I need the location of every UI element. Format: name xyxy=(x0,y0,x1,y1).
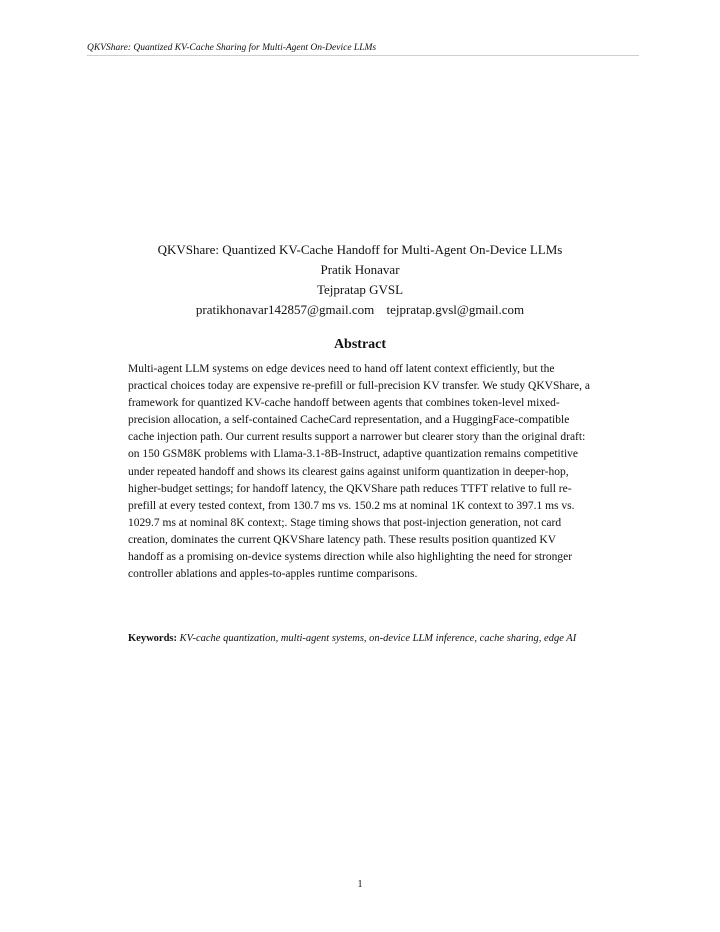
title-block xyxy=(0,240,720,320)
abstract-body: Multi-agent LLM systems on edge devices need to hand off latent context efficiently, but the practical choices today are expensive re-prefill or full-precision KV transfer. We study QKVShare, a framework for quantized KV-cache handoff between agents that combines token-level mixed-precision allocation, a self-contained CacheCard representation, and a HuggingFace-compatible cache injection path. Our current results support a narrower but clearer story than the original draft: on 150 GSM8K problems with Llama-3.1-8B-Instruct, adaptive quantization remains competitive under repeated handoff and shows its clearest gains against uniform quantization in deeper-hop, higher-budget settings; for handoff latency, the QKVShare path reduces TTFT relative to full re-prefill at every tested context, from 130.7 ms vs. 150.2 ms at nominal 1K context to 397.1 ms vs. 1029.7 ms at nominal 8K context;. Stage timing shows that post-injection generation, not card creation, dominates the current QKVShare latency path. These results position quantized KV handoff as a promising on-device systems direction while also highlighting the need for stronger controller ablations and apples-to-apples runtime comparisons. xyxy=(128,363,590,581)
abstract-heading: Abstract xyxy=(333,337,387,352)
author-email: pratikhonavar142857@gmail.com xyxy=(195,302,375,317)
author-email: tejpratap.gvsl@gmail.com xyxy=(386,302,525,317)
keywords-text: KV-cache quantization, multi-agent systems, on-device LLM inference, cache sharing, edge AI xyxy=(179,633,577,644)
author-name: Tejpratap GVSL xyxy=(316,282,404,297)
running-header: QKVShare: Quantized KV-Cache Sharing for Multi-Agent On-Device LLMs xyxy=(87,42,639,56)
paper-title: QKVShare: Quantized KV-Cache Handoff for Multi-Agent On-Device LLMs xyxy=(157,242,563,257)
author-name: Pratik Honavar xyxy=(320,262,400,277)
keywords xyxy=(128,632,598,647)
page-number: 1 xyxy=(357,879,363,890)
keywords-label: Keywords: xyxy=(128,633,177,644)
author-emails xyxy=(0,300,720,320)
